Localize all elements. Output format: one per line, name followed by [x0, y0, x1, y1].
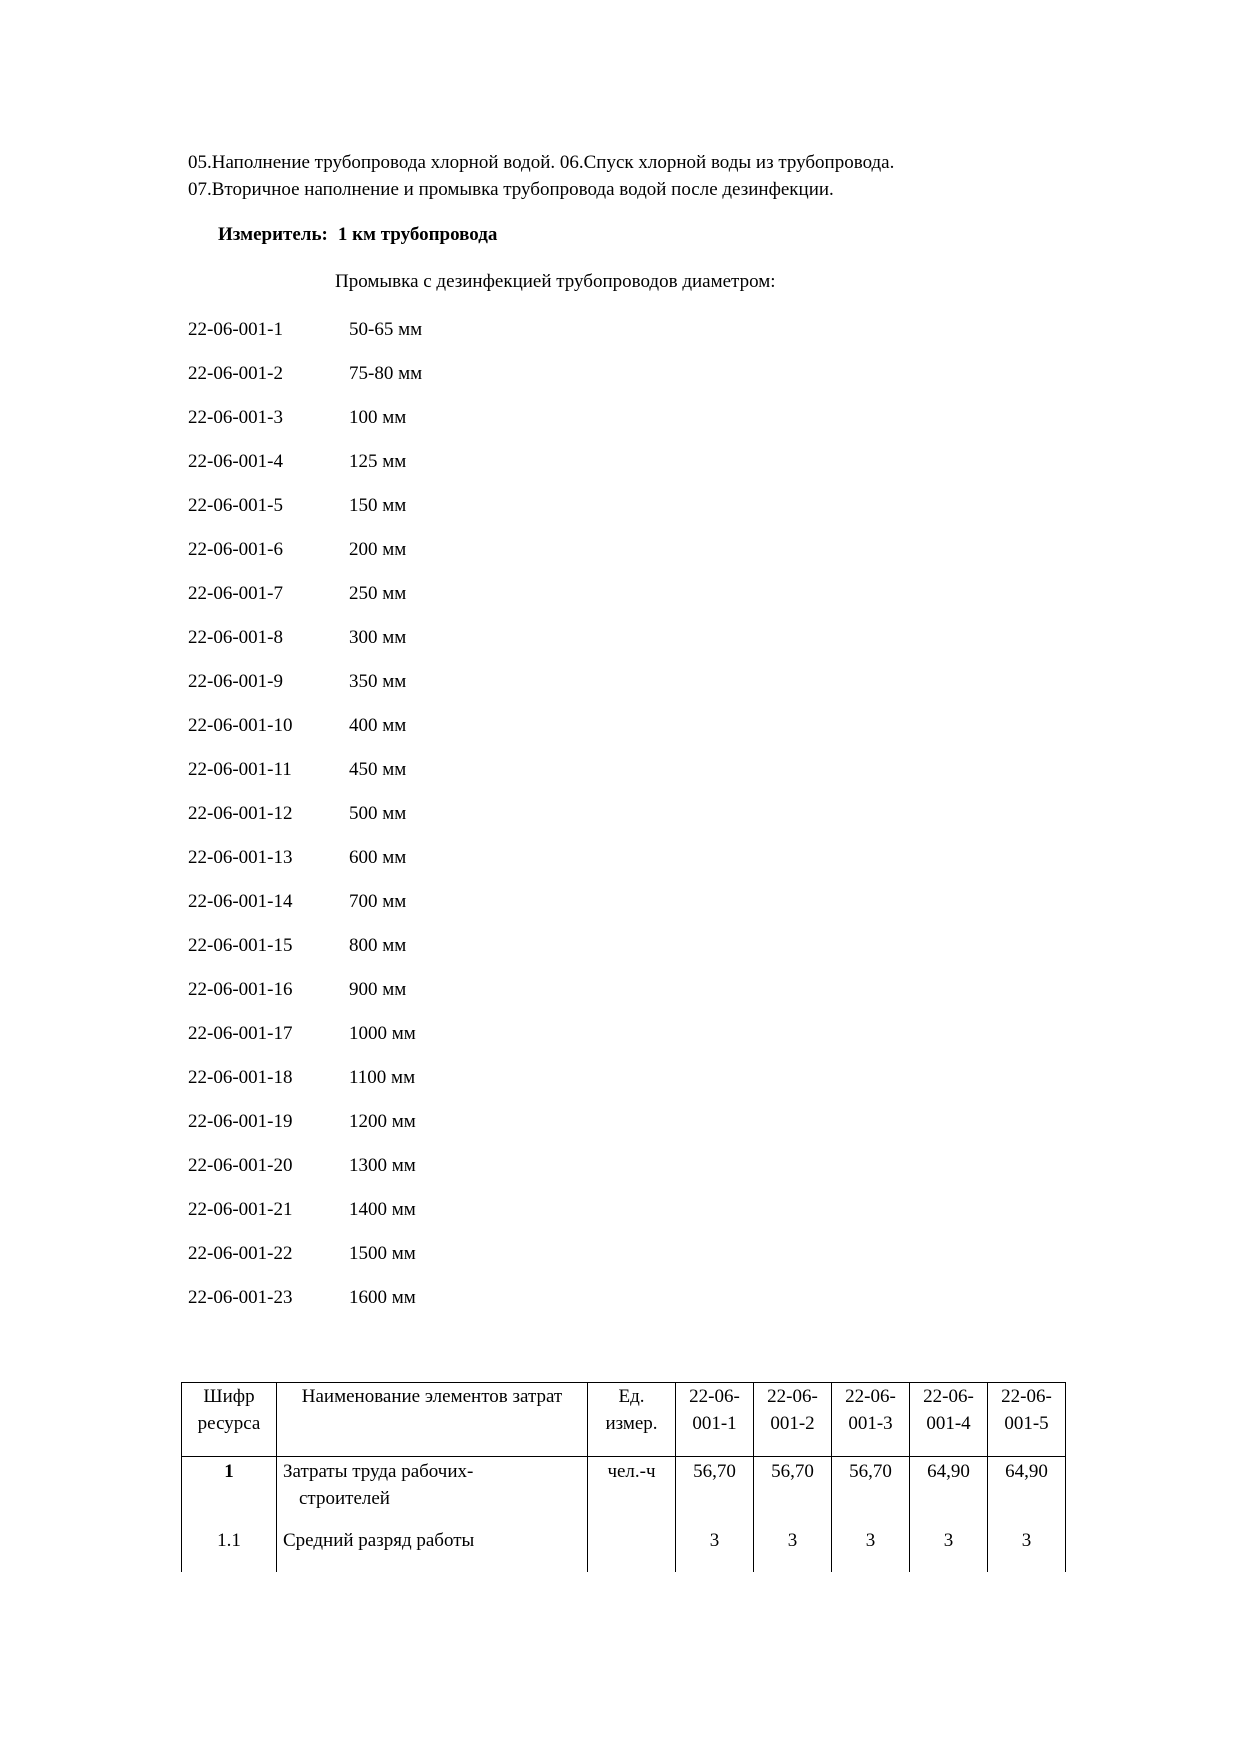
- list-item: [188, 935, 422, 979]
- list-item: [188, 759, 422, 803]
- item-size: 300 мм: [349, 627, 407, 648]
- item-code: 22-06-001-20: [188, 1155, 293, 1176]
- item-size: 500 мм: [349, 803, 407, 824]
- header-col-2: [754, 1383, 832, 1457]
- header-text: 22-06-: [923, 1386, 974, 1407]
- cell-value: 56,70: [676, 1457, 754, 1527]
- item-size: 400 мм: [349, 715, 407, 736]
- list-item: [188, 1111, 422, 1155]
- header-col-5: [988, 1383, 1066, 1457]
- table-header-row: [182, 1383, 1066, 1457]
- item-code: 22-06-001-8: [188, 627, 283, 648]
- cell-text: Затраты труда рабочих-: [283, 1461, 474, 1482]
- list-item: [188, 495, 422, 539]
- header-col-4: [910, 1383, 988, 1457]
- item-code: 22-06-001-10: [188, 715, 293, 736]
- list-item: [188, 979, 422, 1023]
- item-size: 100 мм: [349, 407, 407, 428]
- item-code: 22-06-001-15: [188, 935, 293, 956]
- cost-table: [181, 1382, 1066, 1572]
- item-code: 22-06-001-1: [188, 319, 283, 340]
- list-item: [188, 715, 422, 759]
- list-item: [188, 319, 422, 363]
- item-size: 125 мм: [349, 451, 407, 472]
- section-heading: Промывка с дезинфекцией трубопроводов диаметром:: [335, 271, 776, 292]
- item-size: 50-65 мм: [349, 319, 423, 340]
- header-text: Ед.: [618, 1386, 645, 1407]
- cell-resource-code: 1: [182, 1457, 277, 1527]
- item-size: 450 мм: [349, 759, 407, 780]
- cell-text: Средний разряд работы: [283, 1530, 475, 1551]
- header-text: ресурса: [197, 1413, 261, 1434]
- item-size: 1100 мм: [349, 1067, 416, 1088]
- cell-unit: [588, 1526, 676, 1572]
- cell-value: 64,90: [988, 1457, 1066, 1527]
- item-size: 1300 мм: [349, 1155, 416, 1176]
- header-text: 001-4: [926, 1413, 971, 1434]
- cell-cost-name: [277, 1526, 588, 1572]
- item-code: 22-06-001-5: [188, 495, 283, 516]
- item-size: 1500 мм: [349, 1243, 416, 1264]
- list-item: [188, 1199, 422, 1243]
- list-item: [188, 1067, 422, 1111]
- list-item: [188, 847, 422, 891]
- item-code: 22-06-001-12: [188, 803, 293, 824]
- item-size: 600 мм: [349, 847, 407, 868]
- list-item: [188, 539, 422, 583]
- cell-value: 56,70: [754, 1457, 832, 1527]
- header-text: Наименование элементов затрат: [301, 1386, 563, 1407]
- item-code: 22-06-001-18: [188, 1067, 293, 1088]
- item-size: 700 мм: [349, 891, 407, 912]
- item-code: 22-06-001-16: [188, 979, 293, 1000]
- header-unit: [588, 1383, 676, 1457]
- item-size: 350 мм: [349, 671, 407, 692]
- intro-text: [188, 149, 894, 203]
- list-item: [188, 627, 422, 671]
- measure-line: [218, 224, 497, 246]
- list-item: [188, 671, 422, 715]
- list-item: [188, 1287, 422, 1331]
- header-text: Шифр: [203, 1386, 255, 1407]
- item-code: 22-06-001-3: [188, 407, 283, 428]
- header-text: 22-06-: [767, 1386, 818, 1407]
- cell-value: 64,90: [910, 1457, 988, 1527]
- cell-unit: чел.-ч: [588, 1457, 676, 1527]
- header-text: 001-1: [692, 1413, 737, 1434]
- item-size: 1400 мм: [349, 1199, 416, 1220]
- header-col-3: [832, 1383, 910, 1457]
- item-size: 1600 мм: [349, 1287, 416, 1308]
- item-code: 22-06-001-2: [188, 363, 283, 384]
- item-size: 200 мм: [349, 539, 407, 560]
- item-code: 22-06-001-22: [188, 1243, 293, 1264]
- cell-value: 3: [910, 1526, 988, 1572]
- header-text: 22-06-: [1001, 1386, 1052, 1407]
- list-item: [188, 891, 422, 935]
- cell-value: 3: [832, 1526, 910, 1572]
- item-code: 22-06-001-17: [188, 1023, 293, 1044]
- item-size: 75-80 мм: [349, 363, 423, 384]
- list-item: [188, 803, 422, 847]
- item-code: 22-06-001-6: [188, 539, 283, 560]
- header-cost-name: [277, 1383, 588, 1457]
- list-item: [188, 1243, 422, 1287]
- cell-value: 3: [676, 1526, 754, 1572]
- cell-value: 3: [988, 1526, 1066, 1572]
- item-code: 22-06-001-9: [188, 671, 283, 692]
- measure-label: Измеритель:: [218, 224, 328, 245]
- item-code: 22-06-001-23: [188, 1287, 293, 1308]
- header-text: измер.: [605, 1413, 658, 1434]
- table-row: [182, 1526, 1066, 1572]
- cell-value: 3: [754, 1526, 832, 1572]
- item-size: 250 мм: [349, 583, 407, 604]
- header-col-1: [676, 1383, 754, 1457]
- header-text: 22-06-: [845, 1386, 896, 1407]
- list-item: [188, 407, 422, 451]
- item-size: 800 мм: [349, 935, 407, 956]
- intro-line-1: 05.Наполнение трубопровода хлорной водой. 06.Спуск хлорной воды из трубопровода.: [188, 152, 895, 173]
- item-size: 150 мм: [349, 495, 407, 516]
- item-size: 1200 мм: [349, 1111, 416, 1132]
- header-text: 001-5: [1004, 1413, 1049, 1434]
- measure-value: 1 км трубопровода: [337, 224, 498, 245]
- item-code: 22-06-001-19: [188, 1111, 293, 1132]
- list-item: [188, 583, 422, 627]
- table-row: [182, 1457, 1066, 1527]
- header-text: 001-3: [848, 1413, 893, 1434]
- cell-cost-name: [277, 1457, 588, 1527]
- list-item: [188, 451, 422, 495]
- header-resource-code: [182, 1383, 277, 1457]
- list-item: [188, 1023, 422, 1067]
- list-item: [188, 1155, 422, 1199]
- header-text: 001-2: [770, 1413, 815, 1434]
- item-size: 1000 мм: [349, 1023, 416, 1044]
- cell-value: 56,70: [832, 1457, 910, 1527]
- code-list: [188, 319, 422, 1331]
- header-text: 22-06-: [689, 1386, 740, 1407]
- item-code: 22-06-001-4: [188, 451, 283, 472]
- item-code: 22-06-001-21: [188, 1199, 293, 1220]
- item-code: 22-06-001-14: [188, 891, 293, 912]
- item-code: 22-06-001-13: [188, 847, 293, 868]
- item-code: 22-06-001-7: [188, 583, 283, 604]
- item-size: 900 мм: [349, 979, 407, 1000]
- intro-line-2: 07.Вторичное наполнение и промывка трубопровода водой после дезинфекции.: [188, 179, 834, 200]
- item-code: 22-06-001-11: [188, 759, 292, 780]
- list-item: [188, 363, 422, 407]
- cell-resource-code: 1.1: [182, 1526, 277, 1572]
- cell-text: строителей: [299, 1488, 390, 1509]
